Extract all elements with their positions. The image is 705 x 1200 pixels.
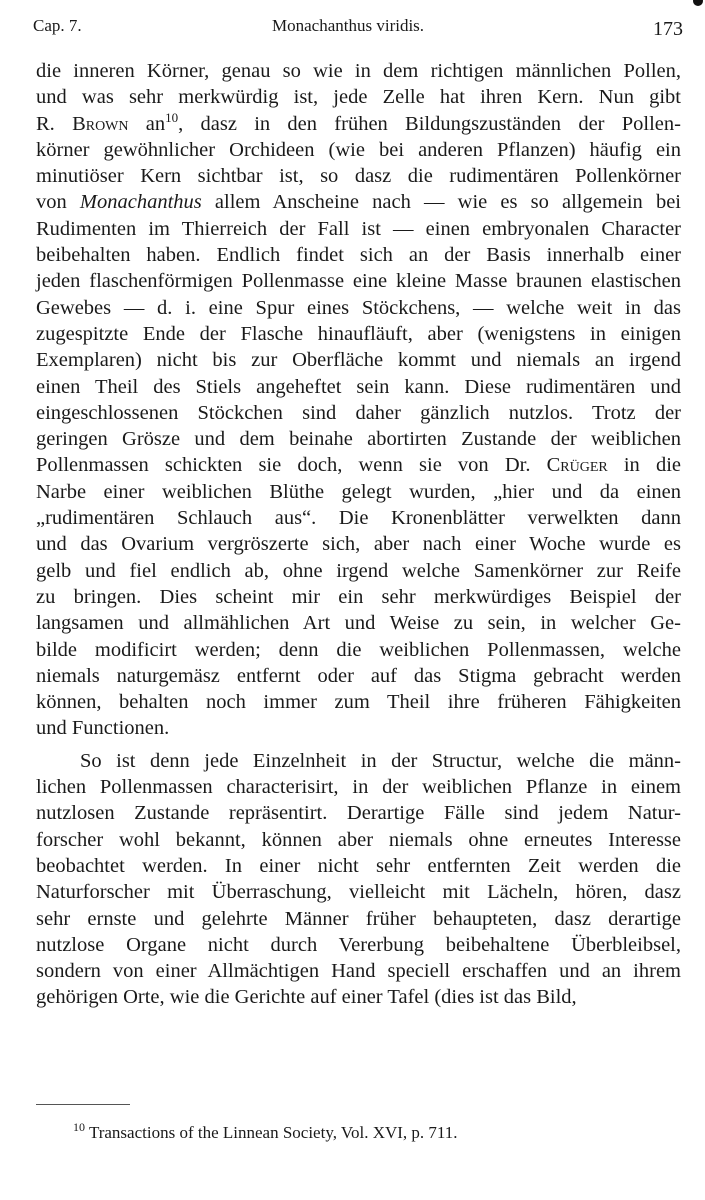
line-text: Rudimenten im Thierreich der Fall ist — einen embryonalen Character — [36, 217, 681, 240]
text-line — [36, 689, 681, 715]
line-text: sehr ernste und gelehrte Männer früher behaupteten, dasz derartige — [36, 907, 681, 930]
line-text: allem Anscheine nach — wie es so allgemein bei — [201, 191, 682, 214]
text-line — [36, 374, 681, 400]
footnote-rule — [36, 1104, 130, 1105]
text-line — [36, 137, 681, 163]
line-text: die inneren Körner, genau so wie in dem richtigen männlichen Pollen, — [36, 60, 681, 82]
text-line — [36, 879, 681, 905]
text-line — [36, 748, 681, 774]
text-line — [36, 906, 681, 932]
line-text: zugespitzte Ende der Flasche hinaufläuft, aber (wenigstens in einigen — [36, 322, 681, 345]
footnote-text: Transactions of the Linnean Society, Vol. XVI, p. 711. — [85, 1123, 458, 1142]
line-text: können, behalten noch immer zum Theil ihre früheren Fähigkeiten — [36, 691, 681, 714]
text-line — [36, 800, 681, 826]
running-head — [33, 14, 683, 40]
line-text: körner gewöhnlicher Orchideen (wie bei anderen Pflanzen) häufig ein — [36, 138, 681, 161]
line-text: und Functionen. — [36, 717, 170, 740]
footnote-number: 10 — [73, 1120, 85, 1134]
line-text: gelb und fiel endlich ab, ohne irgend welche Samenkörner zur Reife — [36, 559, 681, 582]
text-line — [36, 853, 681, 879]
ink-spot — [693, 0, 703, 6]
line-text: niemals naturgemäsz entfernt oder auf das Stigma gebracht werden — [36, 664, 681, 687]
text-line — [36, 531, 681, 557]
line-text: an — [128, 112, 166, 135]
text-line — [36, 558, 681, 584]
line-text: beobachtet werden. In einer nicht sehr entfernten Zeit werden die — [36, 854, 681, 877]
footnote-ref: 10 — [165, 109, 179, 125]
line-text: „rudimentären Schlauch aus“. Die Kronenblätter verwelkten dann — [36, 507, 681, 530]
text-line — [36, 663, 681, 689]
line-text: lichen Pollenmassen characterisirt, in der weiblichen Pflanze in einem — [36, 776, 681, 799]
running-title: Monachanthus viridis. — [272, 16, 425, 35]
genus-name: Monachanthus — [79, 191, 202, 214]
text-line — [36, 163, 681, 189]
line-text: jeden flaschenförmigen Pollenmasse eine kleine Masse braunen elastischen — [36, 270, 681, 293]
line-text: R. — [36, 112, 73, 135]
line-text: So ist denn jede Einzelnheit in der Structur, welche die männ- — [80, 749, 681, 772]
line-text: minutiöser Kern sichtbar ist, so dasz die rudimentären Pollenkörner — [36, 165, 681, 188]
text-line — [36, 295, 681, 321]
author-name: Brown — [72, 112, 129, 135]
text-line — [36, 426, 681, 452]
text-line — [36, 452, 681, 478]
text-line — [36, 774, 681, 800]
text-line — [36, 216, 681, 242]
page-number: 173 — [653, 18, 683, 40]
text-line — [36, 347, 681, 373]
line-text: forscher wohl bekannt, können aber niemals ohne erneutes Interesse — [36, 828, 681, 851]
author-name: Crüger — [546, 454, 608, 477]
chapter-label: Cap. 7. — [33, 16, 82, 35]
line-text: sondern von einer Allmächtigen Hand speciell erschaffen und an ihrem — [36, 960, 681, 983]
text-line — [36, 932, 681, 958]
line-text: einen Theil des Stiels angeheftet sein kann. Diese rudimentären und — [36, 375, 681, 398]
line-text: Narbe einer weiblichen Blüthe gelegt wurden, „hier und da einen — [36, 480, 681, 503]
paragraph-1 — [36, 58, 681, 742]
line-text: langsamen und allmählichen Art und Weise zu sein, in welcher Ge- — [36, 612, 681, 635]
line-text: zu bringen. Dies scheint mir ein sehr merkwürdiges Beispiel der — [36, 585, 681, 608]
line-text: bilde modificirt werden; denn die weiblichen Pollenmassen, welche — [36, 638, 681, 661]
line-text: geringen Grösze und dem beinahe abortirten Zustande der weiblichen — [36, 428, 681, 451]
text-line — [36, 637, 681, 663]
text-line — [36, 189, 681, 215]
line-text: Gewebes — d. i. eine Spur eines Stöckchens, — welche weit in das — [36, 296, 681, 319]
text-line — [36, 111, 681, 137]
line-text: Pollenmassen schickten sie doch, wenn sie von Dr. — [36, 454, 547, 477]
line-text: gehörigen Orte, wie die Gerichte auf einer Tafel (dies ist das Bild, — [36, 986, 577, 1009]
line-text: und was sehr merkwürdig ist, jede Zelle hat ihren Kern. Nun gibt — [36, 86, 681, 109]
body-text — [36, 58, 681, 1011]
text-line — [36, 268, 681, 294]
line-text: , dasz in den frühen Bildungszuständen der Pollen- — [178, 112, 681, 135]
text-line — [36, 505, 681, 531]
text-line — [36, 84, 681, 110]
text-line — [36, 827, 681, 853]
footnote — [73, 1120, 458, 1143]
line-text: eingeschlossenen Stöckchen sind daher gänzlich nutzlos. Trotz der — [36, 401, 681, 424]
line-text: und das Ovarium vergröszerte sich, aber nach einer Woche wurde es — [36, 533, 681, 556]
line-text: nutzlosen Zustande repräsentirt. Derartige Fälle sind jedem Natur- — [36, 802, 681, 825]
text-line — [36, 242, 681, 268]
text-line — [36, 479, 681, 505]
line-text: Naturforscher mit Überraschung, vielleicht mit Lächeln, hören, dasz — [36, 881, 681, 904]
text-line — [36, 715, 681, 741]
text-line — [36, 321, 681, 347]
text-line — [36, 400, 681, 426]
text-line — [36, 584, 681, 610]
text-line — [36, 958, 681, 984]
paragraph-2 — [36, 748, 681, 1011]
line-text: in die — [607, 454, 681, 477]
line-text: beibehalten haben. Endlich findet sich an der Basis innerhalb einer — [36, 244, 681, 267]
line-text: Exemplaren) nicht bis zur Oberfläche kommt und niemals an irgend — [36, 349, 681, 372]
line-text: von — [36, 191, 80, 214]
line-text: nutzlose Organe nicht durch Vererbung beibehaltene Überbleibsel, — [36, 933, 681, 956]
text-line — [36, 58, 681, 84]
text-line — [36, 610, 681, 636]
text-line — [36, 984, 681, 1010]
